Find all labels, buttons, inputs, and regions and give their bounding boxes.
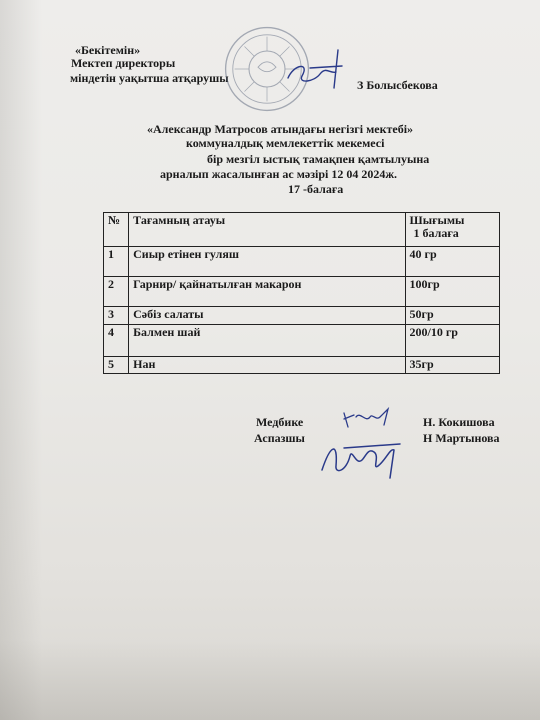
header-number: № xyxy=(104,213,129,247)
row-yield: 40 гр xyxy=(405,247,499,277)
row-yield: 200/10 гр xyxy=(405,325,499,357)
header-dish: Тағамның атауы xyxy=(129,213,405,247)
children-count: 17 -балаға xyxy=(288,182,344,196)
approval-line-2: міндетін уақытша атқарушы xyxy=(70,71,229,85)
row-yield: 100гр xyxy=(405,277,499,307)
menu-table xyxy=(103,212,500,374)
cook-signature xyxy=(316,426,408,484)
director-signature xyxy=(280,44,354,96)
institution-type: коммуналдық мемлекеттік мекемесі xyxy=(186,136,385,150)
nurse-role: Медбике xyxy=(256,415,304,429)
header-yield-line-2: 1 балаға xyxy=(413,226,459,240)
row-yield: 50гр xyxy=(405,307,499,325)
row-number: 3 xyxy=(104,307,129,325)
table-row xyxy=(104,247,500,277)
cook-name: Н Мартынова xyxy=(423,431,500,445)
approval-heading: «Бекітемін» xyxy=(75,43,141,57)
title-line-3: бір мезгіл ыстық тамақпен қамтылуына xyxy=(207,152,430,166)
row-number: 2 xyxy=(104,277,129,307)
page-shadow xyxy=(0,0,42,720)
menu-date-line: арналып жасалынған ас мәзірі 12 04 2024ж. xyxy=(160,167,398,181)
director-name: З Болысбекова xyxy=(357,78,438,92)
table-row xyxy=(104,357,500,374)
row-dish: Гарнир/ қайнатылған макарон xyxy=(129,277,405,307)
cook-role: Аспазшы xyxy=(254,431,305,445)
approval-line-1: Мектеп директоры xyxy=(71,56,176,70)
row-dish: Нан xyxy=(129,357,405,374)
table-row xyxy=(104,277,500,307)
row-number: 5 xyxy=(104,357,129,374)
row-number: 1 xyxy=(104,247,129,277)
header-yield-line-1: Шығымы xyxy=(409,213,465,227)
row-dish: Сиыр етінен гуляш xyxy=(129,247,405,277)
row-yield: 35гр xyxy=(405,357,499,374)
nurse-name: Н. Кокишова xyxy=(423,415,495,429)
page-shadow-bottom xyxy=(0,640,540,720)
row-dish: Балмен шай xyxy=(129,325,405,357)
row-dish: Сәбіз салаты xyxy=(129,307,405,325)
table-row xyxy=(104,307,500,325)
table-row xyxy=(104,325,500,357)
school-name: «Александр Матросов атындағы негізгі мектебі» xyxy=(146,122,414,136)
table-header-row xyxy=(104,213,500,247)
row-number: 4 xyxy=(104,325,129,357)
header-yield xyxy=(405,213,499,247)
